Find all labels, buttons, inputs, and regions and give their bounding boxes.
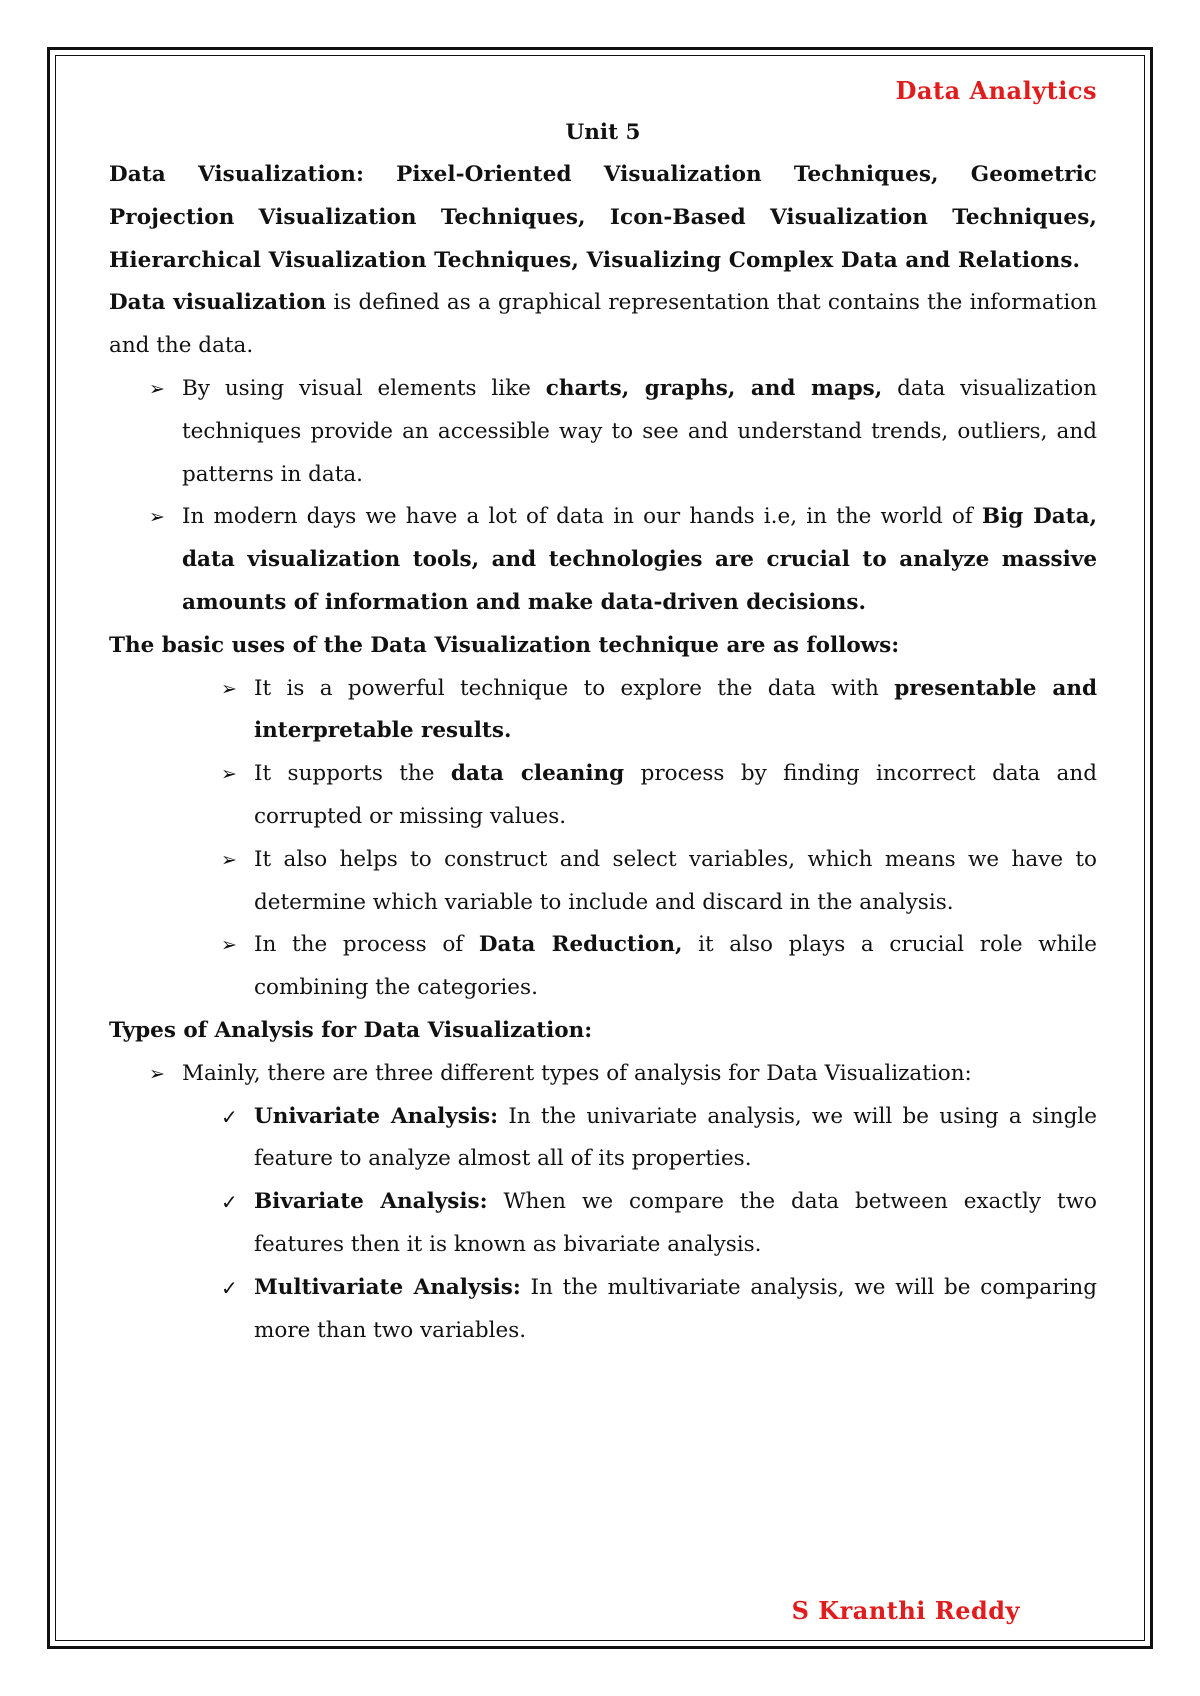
uses-heading: The basic uses of the Data Visualization technique are as follows:: [109, 632, 900, 658]
definition-paragraph: [109, 282, 1097, 368]
uses-bullet-4: [109, 924, 1097, 1010]
arrow-bullet-icon: ➢: [221, 934, 237, 957]
definition-term: Data visualization: [109, 290, 327, 316]
bullet-text-post: data visualization techniques provide an accessible way to see and understand trends, outliers, and patterns in data.: [182, 375, 1097, 487]
uses-bullet-1: [109, 668, 1097, 754]
checkmark-icon: ✓: [221, 1190, 238, 1215]
document-header-title: Data Analytics: [895, 76, 1097, 105]
checkmark-icon: ✓: [221, 1275, 238, 1300]
syllabus-paragraph: Data Visualization: Pixel-Oriented Visualization Techniques, Geometric Projection Visualization Techniques, Icon-Based Visualization Techniques, Hierarchical Visualization Techniques, Visualizing Complex Data and Relations.: [109, 162, 1097, 273]
bullet-text-pre: It is a powerful technique to explore the data with: [254, 675, 895, 701]
bullet-text-bold: data cleaning: [450, 761, 625, 787]
bullet-text-pre: It supports the: [254, 761, 451, 787]
type-item-univariate: [109, 1096, 1097, 1182]
bullet-text-pre: In modern days we have a lot of data in our hands i.e, in the world of: [182, 504, 982, 530]
bullet-text-pre: By using visual elements like: [182, 375, 546, 401]
type-name: Univariate Analysis:: [254, 1103, 499, 1129]
bullet-text-pre: It also helps to construct and select variables, which means we have to determine which variable to include and discard in the analysis.: [254, 846, 1097, 915]
type-item-bivariate: [109, 1181, 1097, 1267]
definition-text: is defined as a graphical representation that contains the information and the data.: [109, 290, 1097, 359]
bullet-text-post: it also plays a crucial role while combining the categories.: [254, 932, 1098, 1001]
bullet-text-pre: In the process of: [254, 932, 479, 958]
arrow-bullet-icon: ➢: [149, 506, 165, 529]
bullet-text-post: process by finding incorrect data and corrupted or missing values.: [254, 761, 1097, 829]
type-name: Multivariate Analysis:: [254, 1274, 521, 1300]
types-intro-bullet: [109, 1053, 1097, 1096]
type-item-multivariate: [109, 1267, 1097, 1353]
bullet-text-bold: charts, graphs, and maps,: [545, 375, 883, 401]
uses-bullet-2: [109, 753, 1097, 839]
type-desc: When we compare the data between exactly two features then it is known as bivariate analysis.: [254, 1189, 1097, 1257]
bullet-text-bold: presentable and interpretable results.: [254, 675, 1097, 744]
types-intro-text: Mainly, there are three different types of analysis for Data Visualization:: [182, 1060, 972, 1086]
type-desc: In the univariate analysis, we will be using a single feature to analyze almost all of its properties.: [254, 1103, 1097, 1172]
arrow-bullet-icon: ➢: [221, 763, 237, 786]
checkmark-icon: ✓: [221, 1104, 238, 1129]
type-name: Bivariate Analysis:: [254, 1189, 488, 1215]
document-body: [109, 68, 1097, 1352]
uses-bullet-3: [109, 839, 1097, 925]
intro-bullet-2: [109, 496, 1097, 624]
arrow-bullet-icon: ➢: [149, 377, 165, 400]
intro-bullet-1: [109, 368, 1097, 496]
type-desc: In the multivariate analysis, we will be comparing more than two variables.: [254, 1274, 1098, 1343]
arrow-bullet-icon: ➢: [221, 848, 237, 871]
arrow-bullet-icon: ➢: [149, 1062, 165, 1085]
footer-author: S Kranthi Reddy: [791, 1596, 1020, 1625]
unit-title: Unit 5: [565, 120, 641, 145]
arrow-bullet-icon: ➢: [221, 677, 237, 700]
bullet-text-bold: Big Data, data visualization tools, and technologies are crucial to analyze massive amounts of information and make data-driven decisions.: [182, 504, 1098, 615]
bullet-text-bold: Data Reduction,: [478, 932, 683, 958]
types-heading: Types of Analysis for Data Visualization:: [109, 1017, 593, 1043]
